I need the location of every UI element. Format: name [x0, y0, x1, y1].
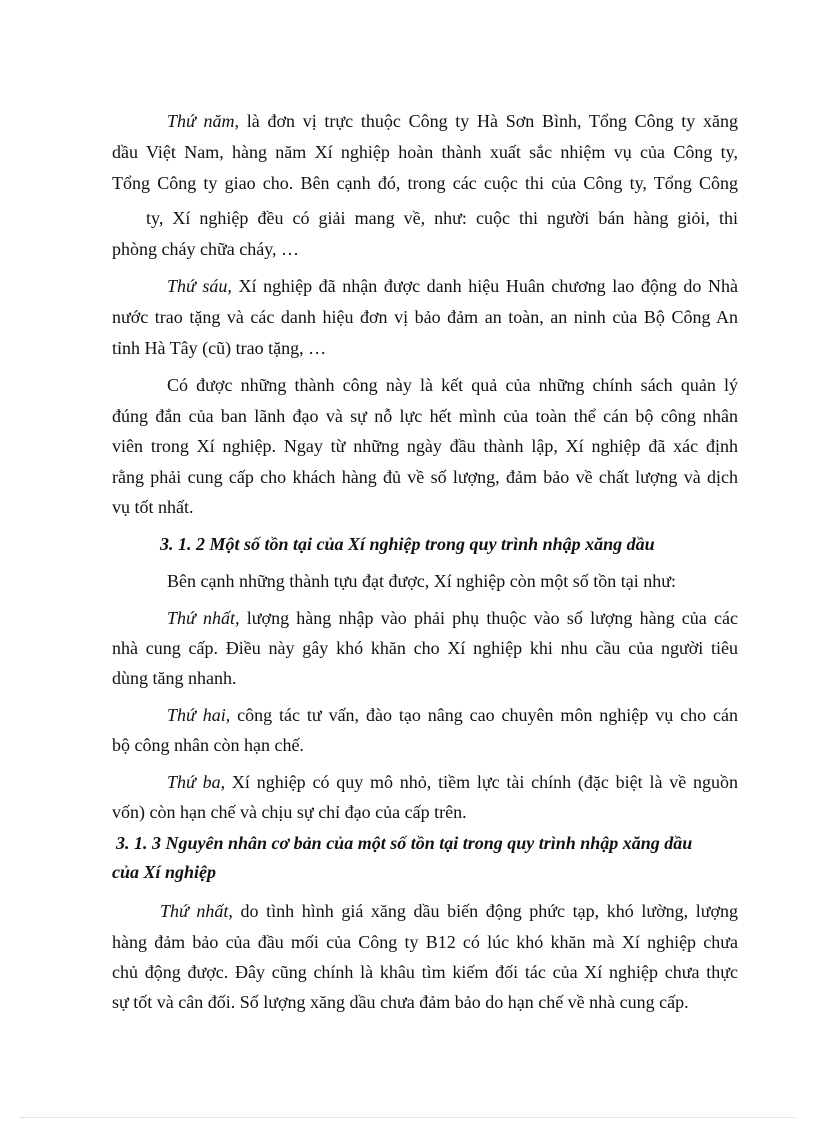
- paragraph-line: Tổng Công ty giao cho. Bên cạnh đó, trong các cuộc thi của Công ty, Tổng Công: [112, 173, 738, 193]
- paragraph-line: dầu Việt Nam, hàng năm Xí nghiệp hoàn thành xuất sắc nhiệm vụ của Công ty,: [112, 142, 738, 162]
- paragraph-line: Bên cạnh những thành tựu đạt được, Xí nghiệp còn một số tồn tại như:: [167, 571, 676, 591]
- paragraph-lead: Thứ ba,: [167, 772, 226, 792]
- paragraph-line: tỉnh Hà Tây (cũ) trao tặng, …: [112, 338, 327, 358]
- paragraph-lead: Thứ sáu,: [167, 276, 232, 296]
- paragraph-text: là đơn vị trực thuộc Công ty Hà Sơn Bình, Tổng Công ty xăng: [239, 111, 739, 131]
- paragraph-line: [167, 704, 738, 726]
- paragraph-line: vụ tốt nhất.: [112, 497, 194, 517]
- paragraph-line: chủ động được. Đây cũng chính là khâu tìm kiếm đối tác của Xí nghiệp chưa thực: [112, 962, 738, 982]
- paragraph-lead: Thứ hai,: [167, 705, 231, 725]
- paragraph-line: dùng tăng nhanh.: [112, 668, 237, 688]
- paragraph-text: do tình hình giá xăng dầu biến động phức tạp, khó lường, lượng: [232, 901, 738, 921]
- paragraph-line: Có được những thành công này là kết quả của những chính sách quản lý: [167, 375, 738, 395]
- paragraph-line: sự tốt và cân đối. Số lượng xăng dầu chưa đảm bảo do hạn chế về nhà cung cấp.: [112, 992, 689, 1012]
- paragraph-line: [160, 900, 738, 922]
- paragraph-line: hàng đảm bảo của đầu mối của Công ty B12 có lúc khó khăn mà Xí nghiệp chưa: [112, 932, 738, 952]
- paragraph-lead: Thứ năm,: [167, 111, 240, 131]
- paragraph-text: lượng hàng nhập vào phải phụ thuộc vào số lượng hàng của các: [239, 608, 738, 628]
- paragraph-text: Xí nghiệp đã nhận được danh hiệu Huân chương lao động do Nhà: [231, 276, 738, 296]
- paragraph-line: bộ công nhân còn hạn chế.: [112, 735, 304, 755]
- section-heading: 3. 1. 2 Một số tồn tại của Xí nghiệp trong quy trình nhập xăng dầu: [160, 534, 655, 554]
- paragraph-lead: Thứ nhất,: [167, 608, 240, 628]
- paragraph-line: phòng cháy chữa cháy, …: [112, 239, 300, 259]
- paragraph-line: ty, Xí nghiệp đều có giải mang về, như: cuộc thi người bán hàng giỏi, thi: [146, 208, 738, 228]
- paragraph-line: [167, 607, 738, 629]
- paragraph-line: viên trong Xí nghiệp. Ngay từ những ngày đầu thành lập, Xí nghiệp đã xác định: [112, 436, 738, 456]
- paragraph-line: rằng phải cung cấp cho khách hàng đủ về số lượng, đảm bảo về chất lượng và dịch: [112, 467, 738, 487]
- paragraph-line: [167, 771, 738, 793]
- paragraph-lead: Thứ nhất,: [160, 901, 233, 921]
- paragraph-line: [167, 110, 738, 132]
- paragraph-text: Xí nghiệp có quy mô nhỏ, tiềm lực tài chính (đặc biệt là về nguồn: [225, 772, 739, 792]
- paragraph-line: đúng đắn của ban lãnh đạo và sự nỗ lực hết mình của toàn thể cán bộ công nhân: [112, 406, 738, 426]
- page-bottom-divider: [20, 1117, 796, 1118]
- paragraph-text: công tác tư vấn, đào tạo nâng cao chuyên môn nghiệp vụ cho cán: [230, 705, 738, 725]
- section-heading: 3. 1. 3 Nguyên nhân cơ bản của một số tồn tại trong quy trình nhập xăng dầu: [116, 833, 693, 853]
- paragraph-line: nhà cung cấp. Điều này gây khó khăn cho Xí nghiệp khi nhu cầu của người tiêu: [112, 638, 738, 658]
- paragraph-line: [167, 275, 738, 297]
- paragraph-line: nước trao tặng và các danh hiệu đơn vị bảo đảm an toàn, an ninh của Bộ Công An: [112, 307, 738, 327]
- section-heading: của Xí nghiệp: [112, 862, 217, 882]
- paragraph-line: vốn) còn hạn chế và chịu sự chỉ đạo của cấp trên.: [112, 802, 467, 822]
